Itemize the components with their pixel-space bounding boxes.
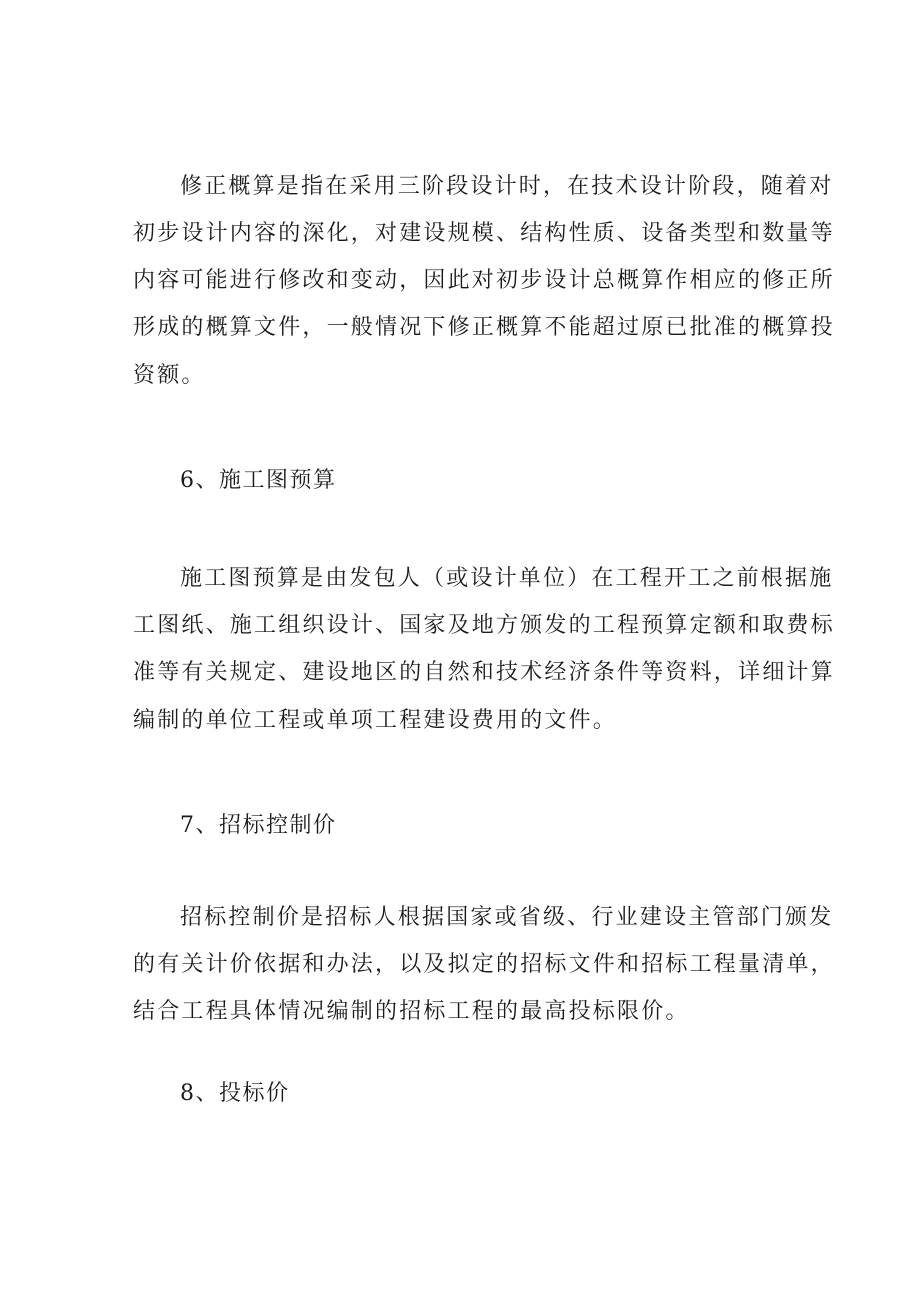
paragraph-6-line-1: 施工图预算是由发包人（或设计单位）在工程开工之前根据施 [180,566,834,591]
paragraph-1-line-4: 形成的概算文件，一般情况下修正概算不能超过原已批准的概算投 [133,315,835,340]
paragraph-1-line-1: 修正概算是指在采用三阶段设计时，在技术设计阶段，随着对 [180,174,834,199]
paragraph-7-line-2: 的有关计价依据和办法，以及拟定的招标文件和招标工程量清单， [133,952,835,977]
paragraph-1-line-5: 资额。 [133,363,206,388]
paragraph-6-line-2: 工图纸、施工组织设计、国家及地方颁发的工程预算定额和取费标 [133,613,835,638]
section-heading-7: 7、招标控制价 [180,813,337,838]
section-heading-8: 8、投标价 [180,1081,290,1106]
paragraph-7-line-1: 招标控制价是招标人根据国家或省级、行业建设主管部门颁发 [180,905,834,930]
section-heading-6: 6、施工图预算 [180,468,337,493]
paragraph-6-line-3: 准等有关规定、建设地区的自然和技术经济条件等资料，详细计算 [133,660,835,685]
paragraph-6-line-4: 编制的单位工程或单项工程建设费用的文件。 [133,708,618,733]
paragraph-1-line-3: 内容可能进行修改和变动，因此对初步设计总概算作相应的修正所 [133,268,835,293]
paragraph-1-line-2: 初步设计内容的深化，对建设规模、结构性质、设备类型和数量等 [133,221,835,246]
paragraph-7-line-3: 结合工程具体情况编制的招标工程的最高投标限价。 [133,999,690,1024]
